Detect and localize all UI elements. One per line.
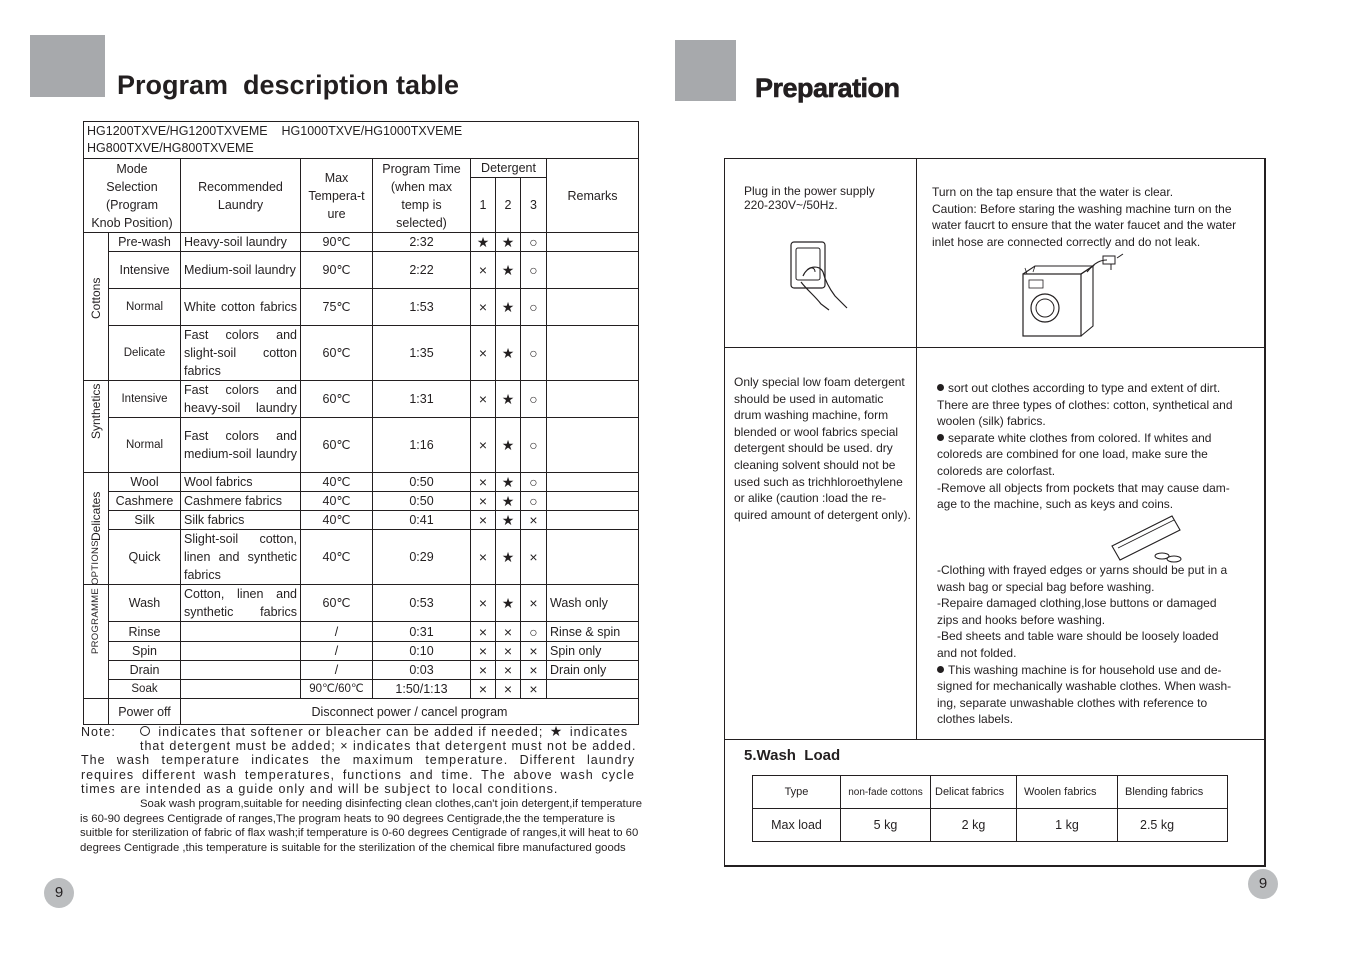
temp-cell: 40℃ xyxy=(301,492,373,511)
time-cell: 0:50 xyxy=(373,473,471,492)
temp-cell: 90℃ xyxy=(301,233,373,252)
left-header-block xyxy=(30,35,105,97)
program-description-table xyxy=(83,121,639,725)
temp-cell: / xyxy=(301,622,373,642)
load-value-woolen: 1 kg xyxy=(1017,809,1118,842)
temp-cell: 90℃/60℃ xyxy=(301,680,373,699)
detergent-2-mark: ★ xyxy=(496,233,521,252)
load-value-label: Max load xyxy=(753,809,841,842)
laundry-cell xyxy=(181,661,301,680)
laundry-cell: Wool fabrics xyxy=(181,473,301,492)
detergent-2-mark: × xyxy=(496,680,521,699)
detergent-1-mark: × xyxy=(471,680,496,699)
program-table-title: Program description table xyxy=(117,70,460,100)
laundry-cell xyxy=(181,680,301,699)
time-cell: 0:53 xyxy=(373,585,471,622)
table-row xyxy=(84,252,639,289)
remarks-cell: Rinse & spin xyxy=(547,622,639,642)
mode-cell: Quick xyxy=(109,530,181,585)
laundry-cell: Slight-soil cotton, linen and synthetic fabrics xyxy=(181,530,301,585)
laundry-cell: Cotton, linen and synthetic fabrics xyxy=(181,585,301,622)
group-cottons: Cottons xyxy=(84,233,109,381)
header-program-time: Program Time (when max temp is selected) xyxy=(373,159,471,233)
header-remarks: Remarks xyxy=(547,159,639,233)
plug-socket-icon xyxy=(785,236,855,312)
preparation-title: Preparation xyxy=(755,73,900,103)
tap-instructions: Turn on the tap ensure that the water is clear. Caution: Before staring the washing machine turn on the water faucrt to ensure that the water faucet and the water inlet hose are connected correctly and do not leak. xyxy=(932,185,1237,249)
laundry-cell: Cashmere fabrics xyxy=(181,492,301,511)
model-numbers: HG1200TXVE/HG1200TXVEME HG1000TXVE/HG1000TXVEME HG800TXVE/HG800TXVEME xyxy=(84,122,639,159)
remarks-cell xyxy=(547,680,639,699)
mode-cell: Pre-wash xyxy=(109,233,181,252)
detergent-2-mark: ★ xyxy=(496,585,521,622)
right-header-block xyxy=(675,40,736,101)
detergent-1-mark: × xyxy=(471,418,496,473)
mode-cell: Power off xyxy=(109,699,181,725)
detergent-1-mark: × xyxy=(471,622,496,642)
mode-cell: Intensive xyxy=(109,252,181,289)
detergent-3-mark: ○ xyxy=(521,381,547,418)
frame-divider-row1 xyxy=(725,347,1264,348)
table-row xyxy=(84,473,639,492)
temp-cell: / xyxy=(301,642,373,661)
table-row xyxy=(84,530,639,585)
detergent-2-mark: ★ xyxy=(496,530,521,585)
load-header-cottons: non-fade cottons xyxy=(841,776,931,809)
detergent-2-mark: ★ xyxy=(496,492,521,511)
temp-cell: 60℃ xyxy=(301,418,373,473)
note-paragraph: The wash temperature indicates the maximum temperature. Different laundry requires different wash temperatures, functions and time. The above wash cycle times are intended as a guide only and will be subject to local conditions. xyxy=(81,753,635,796)
remarks-cell xyxy=(547,473,639,492)
laundry-cell: Fast colors and heavy-soil laundry xyxy=(181,381,301,418)
temp-cell: 60℃ xyxy=(301,585,373,622)
header-detergent-2: 2 xyxy=(496,178,521,233)
table-row xyxy=(84,233,639,252)
detergent-3-mark: × xyxy=(521,530,547,585)
detergent-3-mark: ○ xyxy=(521,326,547,381)
time-cell: 2:22 xyxy=(373,252,471,289)
laundry-cell: Heavy-soil laundry xyxy=(181,233,301,252)
detergent-1-mark: × xyxy=(471,473,496,492)
header-detergent: Detergent xyxy=(471,159,547,178)
detergent-1-mark: ★ xyxy=(471,233,496,252)
laundry-cell xyxy=(181,642,301,661)
frame-divider-vertical xyxy=(916,159,917,739)
table-row-power-off xyxy=(84,699,639,725)
detergent-3-mark: ○ xyxy=(521,233,547,252)
table-row xyxy=(84,622,639,642)
power-off-description: Disconnect power / cancel program xyxy=(181,699,639,725)
detergent-3-mark: ○ xyxy=(521,418,547,473)
detergent-3-mark: ○ xyxy=(521,473,547,492)
detergent-3-mark: × xyxy=(521,585,547,622)
header-max-temp: Max Tempera-t ure xyxy=(301,159,373,233)
mode-cell: Spin xyxy=(109,642,181,661)
mode-cell: Soak xyxy=(109,680,181,699)
table-row xyxy=(84,642,639,661)
temp-cell: 40℃ xyxy=(301,530,373,585)
detergent-3-mark: × xyxy=(521,642,547,661)
wash-load-table xyxy=(752,775,1228,842)
detergent-1-mark: × xyxy=(471,530,496,585)
load-header-type: Type xyxy=(753,776,841,809)
time-cell: 0:03 xyxy=(373,661,471,680)
mode-cell: Delicate xyxy=(109,326,181,381)
detergent-2-mark: × xyxy=(496,622,521,642)
detergent-1-mark: × xyxy=(471,661,496,680)
detergent-3-mark: × xyxy=(521,680,547,699)
time-cell: 1:16 xyxy=(373,418,471,473)
mode-cell: Cashmere xyxy=(109,492,181,511)
time-cell: 1:50/1:13 xyxy=(373,680,471,699)
header-laundry: Recommended Laundry xyxy=(181,159,301,233)
laundry-cell: Silk fabrics xyxy=(181,511,301,530)
frame-divider-row2 xyxy=(725,739,1264,740)
detergent-1-mark: × xyxy=(471,381,496,418)
detergent-1-mark: × xyxy=(471,642,496,661)
table-row xyxy=(84,492,639,511)
laundry-cell: White cotton fabrics xyxy=(181,289,301,326)
remarks-cell xyxy=(547,233,639,252)
wash-load-title: 5.Wash Load xyxy=(744,747,841,764)
remarks-cell xyxy=(547,381,639,418)
detergent-2-mark: ★ xyxy=(496,252,521,289)
mode-cell: Normal xyxy=(109,418,181,473)
time-cell: 0:29 xyxy=(373,530,471,585)
washing-machine-tap-icon xyxy=(1015,252,1130,342)
remarks-cell xyxy=(547,511,639,530)
softener-circle-icon xyxy=(140,726,150,736)
group-delicates: Delicates xyxy=(84,473,109,585)
temp-cell: 90℃ xyxy=(301,252,373,289)
detergent-instructions: Only special low foam detergent should be used in automatic drum washing machine, form blended or wool fabrics special detergent should be used. dry cleaning solvent should not be used such as trichhloroethylene or alike (caution :load the re-quired amount of detergent only). xyxy=(734,375,911,522)
temp-cell: 40℃ xyxy=(301,511,373,530)
note-line-2: that detergent must be added; × indicates that detergent must not be added. xyxy=(140,739,637,753)
remarks-cell xyxy=(547,418,639,473)
remarks-cell: Drain only xyxy=(547,661,639,680)
remarks-cell xyxy=(547,492,639,511)
time-cell: 1:53 xyxy=(373,289,471,326)
temp-cell: 60℃ xyxy=(301,326,373,381)
table-row xyxy=(84,661,639,680)
detergent-2-mark: × xyxy=(496,642,521,661)
temp-cell: 75℃ xyxy=(301,289,373,326)
time-cell: 0:31 xyxy=(373,622,471,642)
soak-note: Soak wash program,suitable for needing disinfecting clean clothes,can't join detergent,if temperature is 60-90 degrees Centigrade of ranges,The program heats to 90 degrees Centigrade,the the temperature is suitble for sterilization of fabric of flax wash;if temperature is 0-60 degrees Centigrade of ranges,it will heat to 60 degrees Centigrade ,this temperature is suitable for the sterilization of the chemical fibre manufactured goods xyxy=(80,798,643,854)
remarks-cell xyxy=(547,252,639,289)
left-page-number: 9 xyxy=(44,878,74,908)
table-row xyxy=(84,511,639,530)
detergent-1-mark: × xyxy=(471,585,496,622)
header-detergent-3: 3 xyxy=(521,178,547,233)
detergent-1-mark: × xyxy=(471,511,496,530)
mode-cell: Wool xyxy=(109,473,181,492)
temp-cell: 40℃ xyxy=(301,473,373,492)
star-icon: ★ xyxy=(549,723,564,739)
detergent-3-mark: × xyxy=(521,511,547,530)
table-row xyxy=(84,381,639,418)
laundry-cell: Medium-soil laundry xyxy=(181,252,301,289)
time-cell: 1:35 xyxy=(373,326,471,381)
remarks-cell xyxy=(547,530,639,585)
group-programme-options: PROGRAMME OPTIONS xyxy=(84,585,109,699)
mode-cell: Rinse xyxy=(109,622,181,642)
detergent-3-mark: ○ xyxy=(521,289,547,326)
remarks-cell xyxy=(547,289,639,326)
bullet-icon xyxy=(937,434,944,441)
detergent-2-mark: ★ xyxy=(496,473,521,492)
detergent-2-mark: ★ xyxy=(496,381,521,418)
detergent-1-mark: × xyxy=(471,326,496,381)
table-row xyxy=(84,326,639,381)
detergent-1-mark: × xyxy=(471,252,496,289)
time-cell: 1:31 xyxy=(373,381,471,418)
mode-cell: Intensive xyxy=(109,381,181,418)
pocket-objects-icon xyxy=(1108,512,1188,564)
time-cell: 2:32 xyxy=(373,233,471,252)
detergent-1-mark: × xyxy=(471,492,496,511)
right-page-number: 9 xyxy=(1248,869,1278,899)
load-header-delicate: Delicat fabrics xyxy=(931,776,1017,809)
load-header-woolen: Woolen fabrics xyxy=(1017,776,1118,809)
table-row xyxy=(84,418,639,473)
header-detergent-1: 1 xyxy=(471,178,496,233)
table-row xyxy=(84,680,639,699)
detergent-1-mark: × xyxy=(471,289,496,326)
detergent-2-mark: × xyxy=(496,661,521,680)
detergent-2-mark: ★ xyxy=(496,326,521,381)
temp-cell: 60℃ xyxy=(301,381,373,418)
header-mode: Mode Selection (Program Knob Position) xyxy=(84,159,181,233)
bullet-icon xyxy=(937,666,944,673)
sort-clothes-text: sort out clothes according to type and extent of dirt. There are three types of clothes: cotton, synthetical and woolen (silk) fabrics. separate white clothes from colored. If whites and coloreds are combined for one load, make sure the coloreds are colorfast. -Remove all objects from pockets that may cause dam-age to the machine, such as keys and coins. xyxy=(937,381,1233,512)
load-value-blending: 2.5 kg xyxy=(1118,809,1228,842)
time-cell: 0:10 xyxy=(373,642,471,661)
mode-cell: Normal xyxy=(109,289,181,326)
table-row xyxy=(84,585,639,622)
detergent-3-mark: × xyxy=(521,661,547,680)
detergent-3-mark: ○ xyxy=(521,492,547,511)
time-cell: 0:41 xyxy=(373,511,471,530)
mode-cell: Silk xyxy=(109,511,181,530)
detergent-2-mark: ★ xyxy=(496,289,521,326)
laundry-cell: Fast colors and medium-soil laundry xyxy=(181,418,301,473)
detergent-3-mark: ○ xyxy=(521,622,547,642)
time-cell: 0:50 xyxy=(373,492,471,511)
power-supply-text: Plug in the power supply 220-230V~/50Hz. xyxy=(744,184,875,212)
mode-cell: Drain xyxy=(109,661,181,680)
remarks-cell xyxy=(547,326,639,381)
note-line-1: Note: indicates that softener or bleacher can be added if needed; ★ indicates xyxy=(81,723,629,739)
detergent-2-mark: ★ xyxy=(496,511,521,530)
bag-instructions: -Clothing with frayed edges or yarns should be put in a wash bag or special bag before washing. -Repaire damaged clothing,lose buttons or damaged zips and hooks before washing. -Bed sheets and table ware should be loosely loaded and not folded. This washing machine is for household use and de-signed for mechanically washable clothes. When wash-ing, separate unwashable clothes with reference to clothes labels. xyxy=(937,563,1232,727)
laundry-cell: Fast colors and slight-soil cotton fabrics xyxy=(181,326,301,381)
bullet-icon xyxy=(937,384,944,391)
laundry-cell xyxy=(181,622,301,642)
load-header-blending: Blending fabrics xyxy=(1118,776,1228,809)
remarks-cell: Wash only xyxy=(547,585,639,622)
detergent-2-mark: ★ xyxy=(496,418,521,473)
group-synthetics: Synthetics xyxy=(84,381,109,473)
mode-cell: Wash xyxy=(109,585,181,622)
load-value-cottons: 5 kg xyxy=(841,809,931,842)
table-row xyxy=(84,289,639,326)
remarks-cell: Spin only xyxy=(547,642,639,661)
temp-cell: / xyxy=(301,661,373,680)
detergent-3-mark: ○ xyxy=(521,252,547,289)
load-value-delicate: 2 kg xyxy=(931,809,1017,842)
